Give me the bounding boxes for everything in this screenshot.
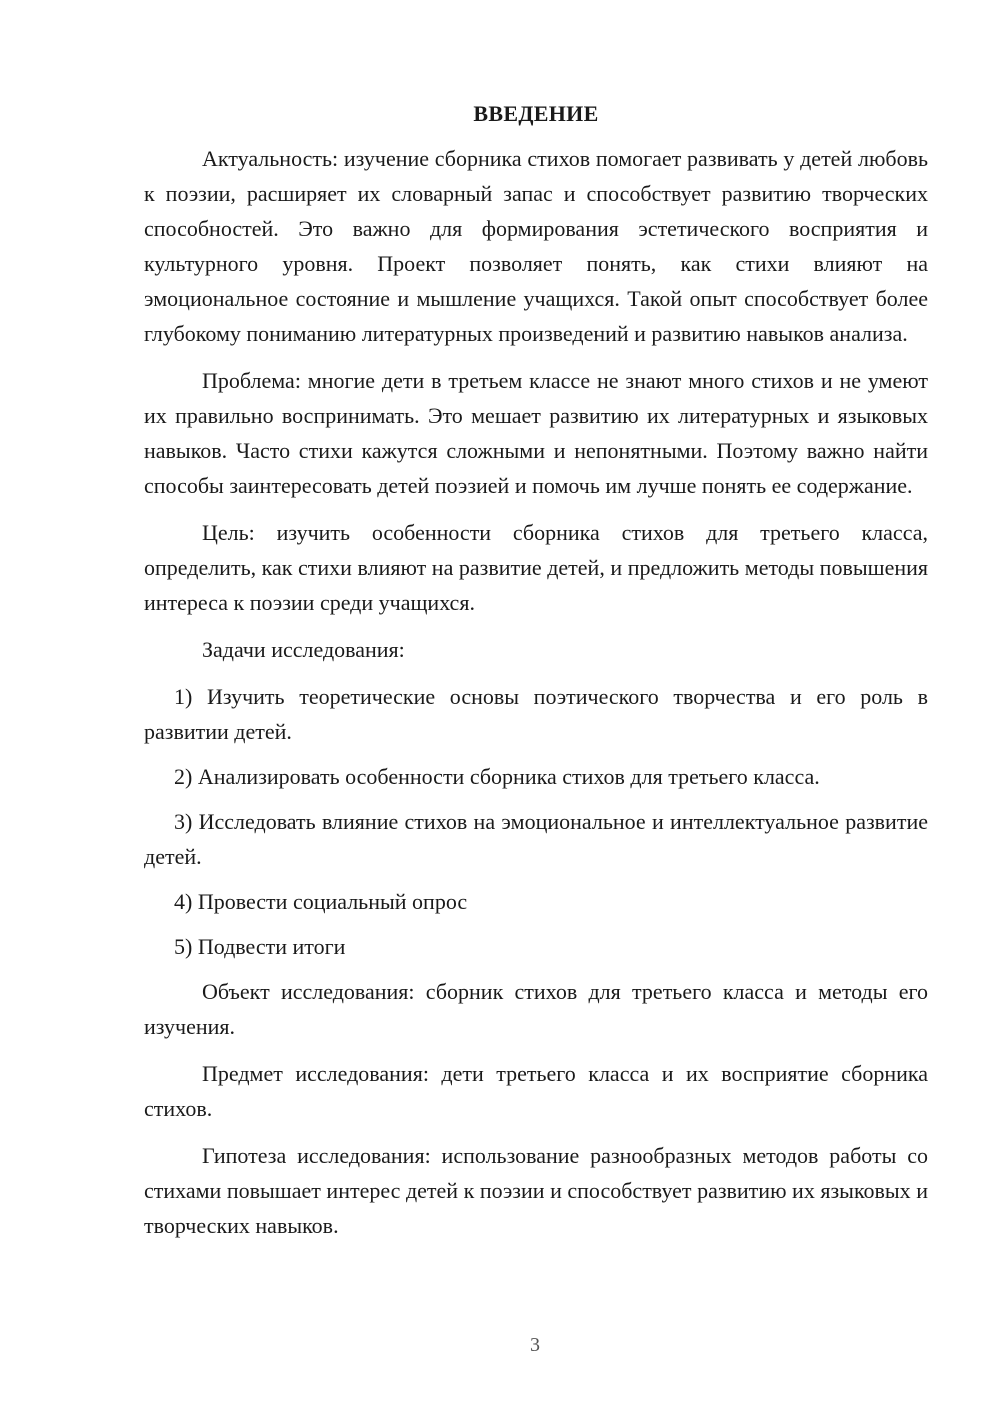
task-item-3: 3) Исследовать влияние стихов на эмоциональное и интеллектуальное развитие детей. (144, 809, 928, 869)
page-title: ВВЕДЕНИЕ (473, 101, 599, 126)
task-item-4: 4) Провести социальный опрос (174, 889, 468, 914)
problem-paragraph: Проблема: многие дети в третьем классе не знают много стихов и не умеют их правильно воспринимать. Это мешает развитию их литературных и языковых навыков. Часто стихи кажутся сложными и непонятными. Поэтому важно найти способы заинтересовать детей поэзией и помочь им лучше понять ее содержание. (144, 368, 928, 498)
hypothesis-paragraph: Гипотеза исследования: использование разнообразных методов работы со стихами повышает интерес детей к поэзии и способствует развитию их языковых и творческих навыков. (144, 1143, 928, 1238)
object-paragraph: Объект исследования: сборник стихов для третьего класса и методы его изучения. (144, 979, 928, 1039)
subject-paragraph: Предмет исследования: дети третьего класса и их восприятие сборника стихов. (144, 1061, 928, 1121)
task-item-2: 2) Анализировать особенности сборника стихов для третьего класса. (174, 764, 820, 789)
task-item-5: 5) Подвести итоги (174, 934, 346, 959)
page-number: 3 (530, 1334, 540, 1356)
goal-paragraph: Цель: изучить особенности сборника стихов для третьего класса, определить, как стихи влияют на развитие детей, и предложить методы повышения интереса к поэзии среди учащихся. (144, 520, 928, 615)
task-item-1: 1) Изучить теоретические основы поэтического творчества и его роль в развитии детей. (144, 684, 928, 744)
relevance-paragraph: Актуальность: изучение сборника стихов помогает развивать у детей любовь к поэзии, расширяет их словарный запас и способствует развитию творческих способностей. Это важно для формирования эстетического восприятия и культурного уровня. Проект позволяет понять, как стихи влияют на эмоциональное состояние и мышление учащихся. Такой опыт способствует более глубокому пониманию литературных произведений и развитию навыков анализа. (144, 146, 928, 346)
tasks-title: Задачи исследования: (202, 637, 405, 662)
document-page (144, 96, 928, 1255)
